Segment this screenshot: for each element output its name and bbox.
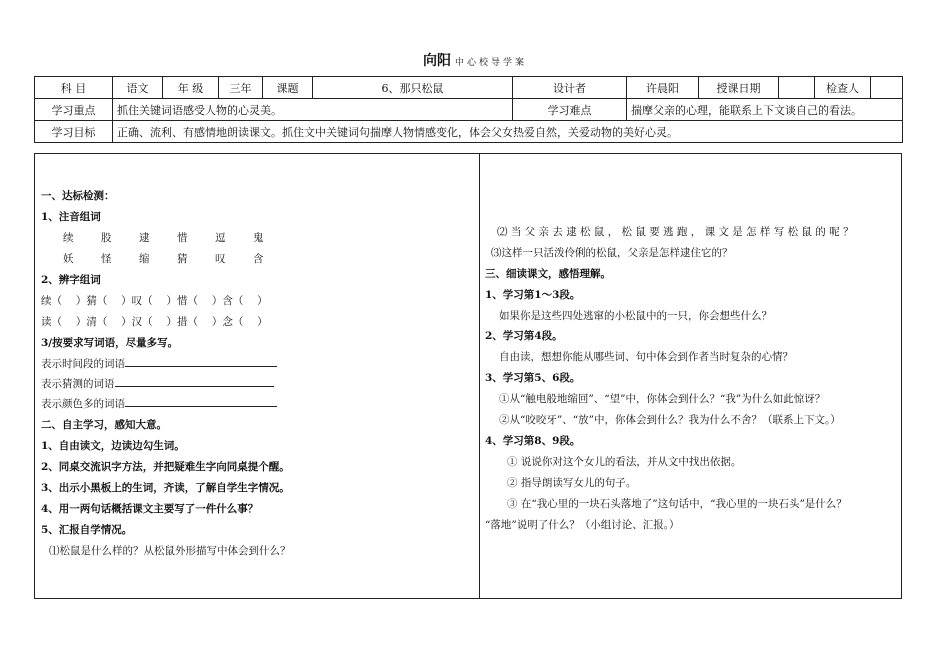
part-4-prompt-b: ② 指导朗读写女儿的句子。 (507, 477, 637, 489)
char: 惜 (177, 232, 188, 244)
char: 逮 (139, 232, 150, 244)
subject-value: 语文 (113, 77, 163, 99)
goal-label: 学习目标 (35, 121, 113, 143)
char: 怪 (101, 253, 112, 265)
char: 含 (253, 253, 264, 265)
char: 逗 (215, 232, 226, 244)
char: 续 (63, 232, 74, 244)
lesson-value: 6、那只松鼠 (313, 77, 513, 99)
step-1: 1、自由读文，边读边勾生词。 (41, 440, 185, 452)
task-pinyin: 1、注音组词 (41, 211, 101, 223)
grade-value: 三年 (219, 77, 263, 99)
char-row-1 (63, 230, 291, 245)
question-3: ⑶这样一只活泼伶俐的松鼠，父亲是怎样逮住它的？ (491, 247, 733, 259)
step-4: 4、用一两句话概括课文主要写了一件什么事？ (41, 503, 259, 515)
answer-blank[interactable] (115, 377, 274, 387)
designer-label: 设计者 (513, 77, 627, 99)
part-3-prompt-b: ②从“咬咬牙”、“放”中，你体会到什么？我为什么不舍？（联系上下文。） (499, 414, 841, 426)
char: 妖 (63, 253, 74, 265)
step-5: 5、汇报自学情况。 (41, 524, 133, 536)
section-2-heading: 二、自主学习，感知大意。 (41, 419, 167, 431)
info-table (34, 76, 903, 143)
answer-blank[interactable] (125, 397, 277, 407)
part-4: 4、学习第8、9段。 (485, 435, 581, 447)
part-3-prompt-a: ①从“触电般地缩回”、“望”中，你体会到什么？“我”为什么如此惊讶？ (499, 393, 826, 405)
date-value (779, 77, 815, 99)
task-distinguish: 2、辨字组词 (41, 274, 101, 286)
part-4-prompt-a: ① 说说你对这个女儿的看法，并从文中找出依据。 (507, 456, 742, 468)
part-1: 1、学习第1～3段。 (485, 289, 581, 301)
pair-row-1: 续（ ）猜（ ）叹（ ）惜（ ）含（ ） (41, 295, 268, 307)
answer-blank[interactable] (125, 357, 277, 367)
question-2: ⑵ 当 父 亲 去 逮 松 鼠 ， 松 鼠 要 逃 跑 ， 课 文 是 怎 样 写 松 鼠 的 呢 ？ (497, 226, 854, 238)
lesson-label: 课题 (263, 77, 313, 99)
grade-label: 年 级 (163, 77, 219, 99)
char: 股 (101, 232, 112, 244)
focus-label: 学习重点 (35, 99, 113, 121)
task-write-words: 3/按要求写词语，尽量多写。 (41, 337, 179, 349)
word-line-time: 表示时间段的词语 (41, 356, 277, 371)
word-line-guess: 表示猜测的词语 (41, 376, 274, 391)
step-2: 2、同桌交流识字方法，并把疑难生字向同桌提个醒。 (41, 461, 290, 473)
section-3-heading: 三、细读课文，感悟理解。 (485, 268, 611, 280)
step-3: 3、出示小黑板上的生词，齐读，了解自学生字情况。 (41, 482, 290, 494)
column-divider (479, 154, 480, 598)
title-main: 向阳 (422, 53, 451, 69)
part-3: 3、学习第5、6段。 (485, 372, 581, 384)
question-1: ⑴松鼠是什么样的？从松鼠外形描写中体会到什么？ (49, 545, 291, 557)
difficulty-label: 学习难点 (513, 99, 627, 121)
part-4-prompt-c: ③ 在“我心里的一块石头落地了”这句话中，“我心里的一块石头”是什么？ (507, 498, 847, 510)
title-sub: 中心校导学案 (454, 58, 527, 68)
part-2-prompt: 自由读，想想你能从哪些词、句中体会到作者当时复杂的心情？ (499, 351, 793, 363)
pair-row-2: 读（ ）清（ ）汉（ ）措（ ）念（ ） (41, 316, 268, 328)
page-title (0, 50, 950, 70)
goal-value: 正确、流利、有感情地朗读课文。抓住文中关键词句揣摩人物情感变化，体会父女热爱自然，关爱动物的美好心灵。 (113, 121, 903, 143)
part-4-prompt-d: “落地”说明了什么？（小组讨论、汇报。） (485, 519, 680, 531)
part-1-prompt: 如果你是这些四处逃窜的小松鼠中的一只，你会想些什么？ (499, 310, 772, 322)
designer-value: 许晨阳 (627, 77, 699, 99)
section-1-heading: 一、达标检测： (41, 190, 115, 202)
char: 叹 (215, 253, 226, 265)
word-line-color: 表示颜色多的词语 (41, 396, 277, 411)
checker-value (871, 77, 903, 99)
worksheet-body (34, 153, 902, 599)
focus-value: 抓住关键词语感受人物的心灵美。 (113, 99, 513, 121)
difficulty-value: 揣摩父亲的心理，能联系上下文谈自己的看法。 (627, 99, 903, 121)
date-label: 授课日期 (699, 77, 779, 99)
subject-label: 科 目 (35, 77, 113, 99)
part-2: 2、学习第4段。 (485, 330, 563, 342)
char-row-2 (63, 251, 291, 266)
char: 猜 (177, 253, 188, 265)
char: 鬼 (253, 232, 264, 244)
char: 缩 (139, 253, 150, 265)
checker-label: 检查人 (815, 77, 871, 99)
